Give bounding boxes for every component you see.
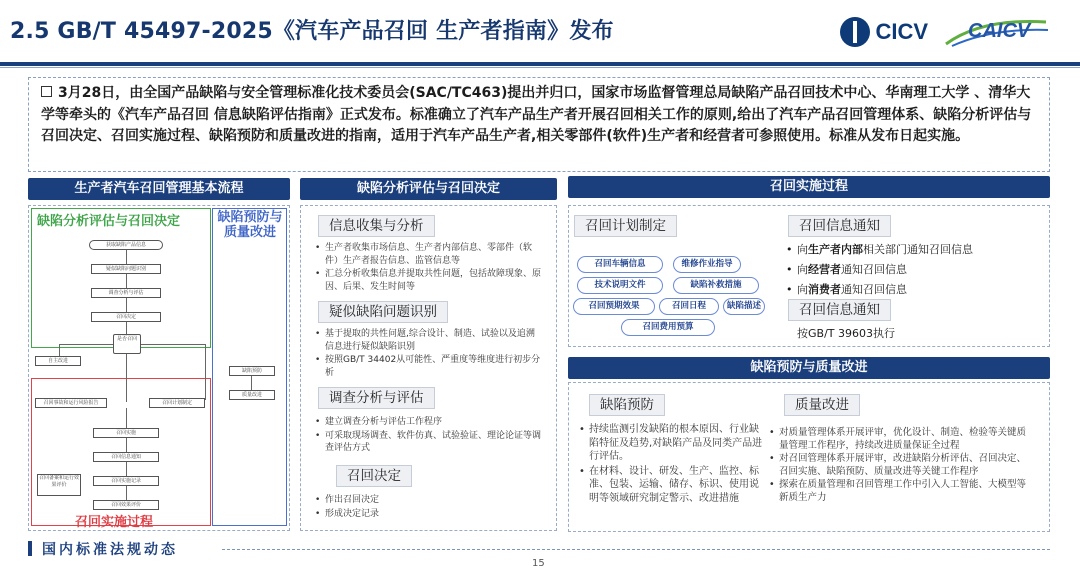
analysis-panel [300,205,557,531]
list-item: • 对召回管理体系开展评审，改进缺陷分析评估、召回决定、召回实施、缺陷预防、质量改进等关键工作程序 [765,453,1035,478]
tag-recall-plan: 召回计划制定 [574,215,677,237]
notice-list [785,240,1035,300]
cicv-logo-text: CICV [875,19,928,44]
flow-node: 召回实施记录 [93,476,159,486]
flow-connector [126,298,127,312]
flow-connector [59,344,113,345]
caicv-logo [942,14,1052,50]
analysis-heading: 缺陷分析评估与召回决定 [300,178,557,200]
bullets-investigation [311,416,543,456]
flow-node: 召回信息通知 [93,452,159,462]
pill-repair-guide: 维修作业指导 [673,256,741,273]
flow-node: 召回实施 [93,428,159,438]
flow-connector [126,250,127,264]
flow-connector [205,344,206,400]
prevention-panel [568,382,1050,532]
flow-node: 召回事故和运行风险报告 [35,398,107,408]
flow-connector [251,376,252,390]
list-item: • 作出召回决定 [311,494,543,507]
pill-vehicle-info: 召回车辆信息 [577,256,663,273]
list-item: • 生产者收集市场信息、生产者内部信息、零部件（软件）生产者报告信息、监管信息等 [311,242,543,267]
cicv-logo [840,17,928,47]
intro-paragraph [28,77,1050,172]
tag-recall-notice: 召回信息通知 [788,215,891,237]
flow-node: 缺陷预防 [229,366,275,376]
flow-node: 质量改进 [229,390,275,400]
list-item: • 在材料、设计、研发、生产、监控、标准、包装、运输、储存、标识、使用说明等领域研究制定警示、改进措施 [575,465,765,506]
list-item: • 向经营者通知召回信息 [785,260,1035,280]
flow-connector [126,274,127,288]
flow-panel [28,205,290,531]
implementation-heading: 召回实施过程 [568,176,1050,198]
list-item: • 可采取现场调查、软件仿真、试验验证、理论论证等调查评估方式 [311,430,543,455]
caicv-logo-text: CAICV [968,20,1031,42]
notice-basis: 按GB/T 39603执行 [797,327,895,340]
flow-node: 召回备案和运行效果评价 [37,474,81,496]
pill-budget: 召回费用预算 [621,319,715,336]
bullets-recall-decision [311,494,543,521]
pill-tech-docs: 技术说明文件 [577,277,663,294]
flow-connector [126,486,127,500]
flow-node: 召回效果评价 [93,500,159,510]
intro-text: 3月28日，由全国产品缺陷与安全管理标准化技术委员会(SAC/TC463)提出并归口，国家市场监督管理总局缺陷产品召回技术中心、华南理工大学 、清华大学等牵头的《汽车产品召回 信息缺陷评估指南》正式发布。标准确立了汽车产品生产者开展召回相关工作的原则,给出了汽车产品召回管理体系、缺陷分析评估与召回决定、召回实施过程、缺陷预防和质量改进的指南，适用于汽车产品生产者,相关零部件(软件)生产者和经营者可参照使用。标准从发布日起实施。 [41,85,1032,144]
flow-connector [126,354,127,402]
list-item: • 向生产者内部相关部门通知召回信息 [785,240,1035,260]
list-item: • 形成决定记录 [311,508,543,521]
bullets-info-collection [311,242,543,294]
footer-section-title: 国内标准法规动态 [42,542,178,558]
flow-node: 调查分析与评估 [91,288,161,298]
header-divider-thin [0,67,1080,68]
tag-defect-prevention: 缺陷预防 [589,394,665,416]
tag-investigation: 调查分析与评估 [318,387,435,409]
flow-node: 获取缺陷产品信息 [89,240,163,250]
flow-connector [126,438,127,452]
flow-connector [59,344,60,356]
list-item: • 按照GB/T 34402从可能性、严重度等维度进行初步分析 [311,354,543,379]
footer-accent [28,541,32,556]
pill-schedule: 召回日程 [659,298,719,315]
flow-node: 自主改进 [35,356,81,366]
list-item: • 探索在质量管理和召回管理工作中引入人工智能、大模型等新质生产力 [765,479,1035,504]
flow-label-analysis: 缺陷分析评估与召回决定 [37,214,181,229]
pill-defect-desc: 缺陷描述 [723,298,765,315]
pill-remedy: 缺陷补救措施 [673,277,759,294]
flow-label-prevention: 缺陷预防与质量改进 [217,210,283,240]
flow-connector [141,344,205,345]
list-item: • 向消费者通知召回信息 [785,280,1035,300]
cicv-logo-icon [840,17,870,47]
logos [840,14,1052,50]
flow-connector [126,408,127,428]
tag-recall-decision: 召回决定 [336,465,412,487]
flow-node: 召回计划制定 [149,398,205,408]
page-number: 15 [532,558,545,569]
tag-quality-improvement: 质量改进 [784,394,860,416]
list-item: • 建立调查分析与评估工作程序 [311,416,543,429]
bullets-quality-improvement [765,427,1035,505]
list-item: • 汇总分析收集信息并提取共性问题，包括故障现象、原因、后果、发生时间等 [311,268,543,293]
pill-expected-effect: 召回预期效果 [573,298,655,315]
flow-connector [126,462,127,476]
page-title: 2.5 GB/T 45497-2025《汽车产品召回 生产者指南》发布 [10,19,614,44]
tag-info-collection: 信息收集与分析 [318,215,435,237]
flow-node: 召回决定 [91,312,161,322]
flow-node: 疑似缺陷问题识别 [91,264,161,274]
prevention-heading: 缺陷预防与质量改进 [568,357,1050,379]
tag-suspected-defect: 疑似缺陷问题识别 [318,301,448,323]
flow-heading: 生产者汽车召回管理基本流程 [28,178,290,200]
tag-recall-notice-2: 召回信息通知 [788,299,891,321]
list-item: • 对质量管理体系开展评审，优化设计、制造、检验等关键质量管理工作程序，持续改进质量保证全过程 [765,427,1035,452]
header-divider [0,62,1080,66]
list-item: • 基于提取的共性问题,综合设计、制造、试验以及追溯信息进行疑似缺陷识别 [311,328,543,353]
flow-label-implementation: 召回实施过程 [75,515,154,530]
footer-divider [222,549,1050,550]
flow-analysis-region [31,208,211,348]
flow-decision: 是否召回 [113,334,141,354]
implementation-panel [568,205,1050,347]
bullets-defect-prevention [575,423,765,506]
flow-connector [126,322,127,334]
checkbox-bullet-icon [41,86,52,97]
list-item: • 持续监测引发缺陷的根本原因、行业缺陷特征及趋势,对缺陷产品及同类产品进行评估。 [575,423,765,464]
bullets-suspected-defect [311,328,543,380]
